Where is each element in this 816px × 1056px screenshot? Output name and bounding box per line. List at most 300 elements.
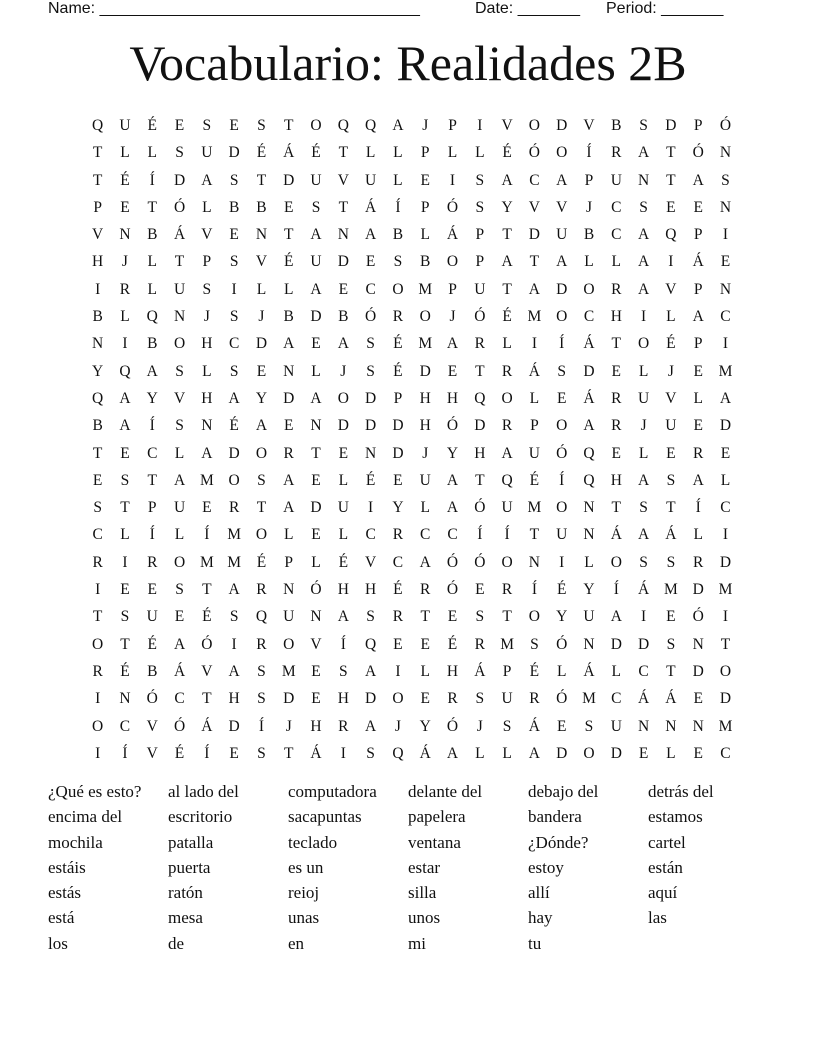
- grid-letter: I: [722, 526, 729, 544]
- grid-letter: C: [611, 198, 622, 216]
- grid-letter: A: [637, 471, 650, 489]
- grid-letter: E: [174, 117, 185, 134]
- grid-letter: P: [693, 335, 703, 353]
- grid-letter: R: [501, 362, 513, 380]
- grid-letter: R: [283, 444, 294, 462]
- grid-letter: V: [201, 226, 213, 244]
- grid-letter: A: [719, 389, 732, 407]
- grid-letter: U: [173, 499, 186, 517]
- grid-letter: L: [147, 280, 157, 298]
- worksheet-header: [48, 0, 748, 22]
- grid-letter: R: [92, 662, 103, 680]
- grid-letter: P: [584, 171, 594, 189]
- grid-letter: E: [311, 662, 321, 680]
- grid-letter: Á: [173, 226, 186, 244]
- grid-letter: U: [528, 444, 540, 462]
- grid-letter: Í: [559, 335, 565, 353]
- grid-letter: E: [147, 581, 157, 599]
- grid-letter: O: [637, 335, 650, 353]
- grid-letter: C: [365, 280, 376, 298]
- grid-letter: M: [582, 690, 596, 708]
- grid-letter: S: [393, 253, 403, 271]
- grid-letter: O: [255, 444, 268, 462]
- grid-letter: E: [693, 417, 703, 435]
- grid-letter: L: [638, 362, 649, 380]
- grid-letter: A: [446, 499, 459, 517]
- grid-letter: T: [92, 608, 103, 626]
- grid-letter: J: [640, 417, 647, 435]
- grid-letter: R: [119, 280, 131, 298]
- grid-letter: R: [447, 690, 458, 708]
- grid-letter: Á: [692, 253, 704, 271]
- grid-letter: I: [95, 744, 101, 762]
- grid-letter: U: [665, 417, 677, 435]
- grid-row: [84, 440, 744, 467]
- grid-letter: P: [93, 198, 102, 216]
- grid-letter: L: [256, 280, 267, 298]
- grid-letter: L: [638, 444, 649, 462]
- word-bank-item: sacapuntas: [288, 807, 362, 827]
- word-bank-item: mochila: [48, 832, 103, 852]
- grid-letter: É: [529, 662, 540, 680]
- grid-letter: A: [528, 280, 540, 298]
- grid-letter: I: [95, 690, 101, 708]
- grid-letter: É: [120, 171, 130, 189]
- grid-letter: R: [228, 499, 240, 517]
- grid-letter: T: [174, 253, 185, 271]
- grid-letter: S: [557, 362, 566, 380]
- grid-letter: I: [368, 499, 374, 517]
- word-bank-item: de: [168, 933, 185, 953]
- grid-letter: S: [257, 662, 266, 680]
- grid-letter: M: [500, 635, 514, 653]
- word-bank-item: silla: [408, 883, 437, 903]
- grid-letter: A: [501, 171, 513, 189]
- grid-letter: O: [583, 744, 595, 762]
- grid-letter: A: [119, 417, 131, 435]
- grid-letter: Ó: [692, 608, 704, 626]
- grid-letter: O: [501, 389, 513, 407]
- grid-letter: Ó: [528, 144, 540, 162]
- grid-letter: P: [147, 499, 157, 517]
- grid-letter: T: [611, 499, 622, 517]
- word-bank-item: es un: [288, 857, 324, 877]
- grid-letter: C: [228, 335, 240, 353]
- grid-letter: V: [92, 226, 104, 244]
- grid-letter: M: [718, 717, 733, 735]
- grid-letter: R: [611, 144, 622, 162]
- grid-letter: É: [393, 362, 403, 380]
- grid-letter: T: [666, 499, 676, 517]
- grid-letter: L: [174, 526, 185, 544]
- grid-letter: A: [556, 253, 568, 271]
- grid-letter: Ó: [474, 499, 486, 517]
- grid-letter: D: [337, 417, 349, 435]
- grid-letter: Y: [146, 389, 158, 407]
- grid-letter: Q: [255, 608, 268, 626]
- grid-letter: S: [721, 171, 730, 189]
- grid-letter: S: [229, 362, 239, 380]
- grid-letter: Y: [92, 362, 104, 380]
- grid-letter: L: [584, 553, 594, 571]
- grid-letter: S: [120, 471, 130, 489]
- grid-letter: C: [611, 226, 622, 244]
- grid-letter: E: [338, 444, 349, 462]
- grid-letter: U: [310, 253, 322, 271]
- grid-letter: V: [501, 117, 513, 134]
- word-bank-item: detrás del: [648, 782, 714, 801]
- word-bank-item: está: [48, 908, 75, 928]
- grid-letter: L: [420, 499, 430, 517]
- grid-letter: J: [476, 717, 483, 735]
- grid-row: [84, 385, 744, 412]
- grid-letter: E: [365, 253, 376, 271]
- grid-letter: T: [120, 635, 130, 653]
- grid-letter: N: [365, 444, 377, 462]
- grid-letter: C: [392, 553, 404, 571]
- grid-letter: I: [122, 335, 128, 353]
- grid-letter: É: [283, 253, 294, 271]
- grid-letter: U: [556, 526, 568, 544]
- grid-letter: M: [227, 553, 242, 571]
- grid-letter: A: [692, 471, 704, 489]
- grid-letter: R: [611, 389, 622, 407]
- grid-letter: I: [340, 744, 346, 762]
- grid-letter: H: [201, 335, 213, 353]
- grid-letter: T: [529, 253, 540, 271]
- grid-letter: O: [556, 417, 568, 435]
- grid-letter: T: [502, 280, 512, 298]
- grid-letter: S: [257, 471, 266, 489]
- name-field-label: Name: ____________________________________: [48, 0, 420, 17]
- grid-letter: C: [611, 690, 622, 708]
- grid-letter: O: [392, 690, 404, 708]
- grid-letter: Ó: [556, 635, 568, 653]
- grid-letter: D: [719, 553, 732, 571]
- grid-letter: L: [447, 144, 458, 162]
- grid-letter: N: [528, 553, 540, 571]
- grid-letter: I: [231, 280, 237, 298]
- grid-letter: L: [502, 744, 512, 762]
- grid-letter: A: [446, 744, 459, 762]
- grid-row: [84, 139, 744, 166]
- grid-letter: Ó: [692, 144, 704, 162]
- grid-letter: O: [556, 144, 568, 162]
- grid-letter: I: [395, 662, 401, 680]
- grid-letter: L: [693, 389, 703, 407]
- grid-letter: N: [583, 526, 595, 544]
- grid-letter: R: [693, 444, 704, 462]
- grid-letter: L: [475, 144, 485, 162]
- grid-letter: S: [175, 362, 184, 380]
- grid-letter: D: [365, 389, 377, 407]
- grid-letter: I: [122, 553, 128, 571]
- grid-letter: H: [419, 417, 431, 435]
- grid-letter: D: [255, 335, 268, 353]
- grid-letter: L: [502, 335, 512, 353]
- grid-letter: É: [502, 308, 512, 326]
- grid-letter: L: [420, 662, 430, 680]
- grid-letter: Í: [258, 717, 265, 735]
- grid-letter: Q: [365, 635, 377, 653]
- grid-letter: A: [146, 362, 158, 380]
- grid-letter: R: [501, 417, 513, 435]
- grid-letter: Q: [119, 362, 131, 380]
- grid-letter: É: [338, 553, 349, 571]
- grid-letter: S: [93, 499, 102, 517]
- grid-letter: Q: [92, 389, 104, 407]
- grid-letter: B: [338, 308, 349, 326]
- grid-letter: Y: [446, 444, 459, 462]
- grid-letter: Ó: [556, 444, 568, 462]
- grid-letter: E: [229, 744, 239, 762]
- grid-letter: U: [173, 280, 186, 298]
- grid-letter: U: [337, 499, 349, 517]
- grid-letter: L: [120, 308, 130, 326]
- grid-letter: Í: [531, 581, 537, 599]
- grid-letter: É: [256, 553, 267, 571]
- grid-letter: Í: [613, 581, 619, 599]
- grid-letter: O: [610, 553, 622, 571]
- grid-letter: A: [201, 171, 213, 189]
- word-bank-item: estoy: [528, 857, 564, 877]
- grid-letter: C: [583, 308, 595, 326]
- grid-letter: A: [637, 226, 650, 244]
- grid-letter: T: [666, 662, 676, 680]
- grid-letter: D: [692, 662, 704, 680]
- grid-letter: O: [528, 117, 540, 134]
- page-title: Vocabulario: Realidades 2B: [129, 35, 687, 91]
- grid-letter: J: [121, 253, 128, 271]
- grid-letter: S: [666, 553, 676, 571]
- grid-letter: N: [283, 581, 295, 599]
- grid-letter: Á: [665, 690, 677, 708]
- grid-letter: S: [311, 198, 321, 216]
- grid-letter: Q: [365, 117, 377, 134]
- grid-letter: O: [719, 662, 732, 680]
- word-bank-item: delante del: [408, 782, 483, 801]
- grid-letter: I: [449, 171, 456, 189]
- grid-letter: L: [393, 171, 403, 189]
- grid-letter: E: [283, 417, 294, 435]
- grid-letter: Á: [310, 744, 322, 762]
- grid-row: [84, 167, 744, 194]
- grid-letter: L: [338, 526, 349, 544]
- grid-letter: E: [393, 471, 403, 489]
- grid-letter: C: [720, 744, 731, 762]
- grid-row: [84, 740, 744, 767]
- grid-letter: L: [338, 471, 349, 489]
- grid-letter: J: [394, 717, 401, 735]
- grid-letter: J: [422, 444, 429, 462]
- grid-letter: M: [663, 581, 678, 599]
- grid-letter: N: [719, 280, 732, 298]
- grid-letter: P: [475, 226, 485, 244]
- grid-letter: T: [720, 635, 731, 653]
- grid-letter: A: [692, 308, 704, 326]
- word-bank-item: reioj: [288, 883, 320, 903]
- grid-letter: L: [147, 144, 157, 162]
- grid-letter: E: [693, 690, 703, 708]
- grid-letter: É: [447, 635, 458, 653]
- grid-letter: J: [285, 717, 292, 735]
- grid-letter: D: [692, 581, 704, 599]
- grid-letter: P: [530, 417, 539, 435]
- grid-row: [84, 685, 744, 712]
- grid-letter: E: [229, 226, 239, 244]
- grid-letter: Á: [583, 662, 595, 680]
- grid-letter: T: [147, 471, 157, 489]
- grid-letter: A: [637, 280, 650, 298]
- grid-letter: Á: [446, 226, 459, 244]
- grid-row: [84, 549, 744, 576]
- grid-letter: H: [419, 389, 431, 407]
- grid-letter: D: [719, 690, 732, 708]
- grid-letter: A: [283, 471, 295, 489]
- grid-letter: P: [475, 253, 485, 271]
- grid-letter: S: [666, 635, 676, 653]
- grid-row: [84, 494, 744, 521]
- grid-letter: E: [420, 171, 430, 189]
- grid-letter: V: [528, 198, 540, 216]
- word-bank-item: teclado: [288, 832, 338, 852]
- grid-letter: B: [92, 417, 103, 435]
- grid-letter: C: [92, 526, 103, 544]
- grid-letter: Q: [146, 308, 158, 326]
- grid-letter: A: [119, 389, 131, 407]
- grid-letter: O: [556, 308, 568, 326]
- grid-letter: E: [420, 690, 430, 708]
- grid-letter: C: [420, 526, 431, 544]
- grid-letter: E: [611, 362, 622, 380]
- grid-letter: L: [283, 280, 294, 298]
- grid-letter: U: [501, 499, 513, 517]
- grid-letter: M: [718, 362, 733, 380]
- grid-letter: R: [392, 526, 404, 544]
- grid-letter: S: [366, 335, 375, 353]
- word-bank-item: hay: [528, 908, 553, 928]
- grid-letter: T: [666, 171, 676, 189]
- grid-letter: Ó: [719, 117, 732, 134]
- grid-letter: É: [529, 471, 540, 489]
- grid-letter: R: [420, 581, 431, 599]
- grid-letter: Í: [122, 744, 128, 762]
- grid-letter: E: [720, 444, 731, 462]
- word-bank-item: mi: [408, 933, 426, 953]
- grid-letter: P: [284, 553, 294, 571]
- grid-letter: U: [610, 171, 622, 189]
- grid-letter: A: [228, 581, 240, 599]
- grid-letter: T: [475, 362, 485, 380]
- grid-letter: R: [392, 308, 404, 326]
- grid-letter: Q: [474, 389, 486, 407]
- grid-letter: E: [556, 717, 567, 735]
- grid-letter: D: [228, 717, 240, 735]
- grid-letter: J: [449, 308, 456, 326]
- grid-letter: A: [501, 444, 513, 462]
- grid-letter: Q: [337, 117, 349, 134]
- grid-letter: I: [559, 553, 565, 571]
- grid-letter: B: [392, 226, 404, 244]
- grid-letter: D: [337, 253, 349, 271]
- grid-letter: D: [310, 308, 322, 326]
- grid-letter: S: [175, 144, 184, 162]
- grid-letter: N: [692, 635, 704, 653]
- grid-letter: V: [201, 662, 213, 680]
- grid-letter: R: [529, 690, 540, 708]
- grid-letter: S: [257, 744, 266, 762]
- word-bank-item: cartel: [648, 832, 686, 852]
- grid-letter: S: [475, 198, 485, 216]
- grid-letter: D: [610, 744, 622, 762]
- grid-letter: Y: [583, 581, 595, 599]
- grid-letter: Ó: [365, 308, 377, 326]
- grid-letter: P: [448, 117, 457, 134]
- grid-letter: É: [666, 335, 676, 353]
- grid-letter: I: [641, 608, 647, 626]
- grid-letter: Q: [92, 117, 104, 134]
- grid-letter: I: [477, 117, 483, 134]
- grid-letter: O: [583, 280, 595, 298]
- grid-letter: L: [393, 144, 403, 162]
- grid-letter: R: [611, 280, 622, 298]
- grid-letter: A: [392, 117, 404, 134]
- grid-letter: L: [202, 362, 212, 380]
- grid-letter: U: [501, 690, 513, 708]
- word-bank-item: estáis: [48, 857, 86, 877]
- grid-letter: L: [475, 744, 485, 762]
- grid-letter: I: [722, 335, 729, 353]
- grid-letter: N: [310, 417, 322, 435]
- grid-letter: B: [147, 335, 158, 353]
- grid-letter: D: [228, 444, 240, 462]
- grid-letter: L: [174, 444, 185, 462]
- word-bank-item: ventana: [408, 832, 461, 852]
- grid-letter: A: [556, 171, 568, 189]
- grid-letter: A: [228, 662, 240, 680]
- grid-letter: C: [638, 662, 649, 680]
- grid-letter: S: [175, 417, 184, 435]
- grid-letter: Y: [392, 499, 404, 517]
- grid-letter: É: [256, 144, 267, 162]
- grid-letter: L: [147, 253, 157, 271]
- grid-letter: L: [693, 526, 703, 544]
- grid-letter: J: [667, 362, 674, 380]
- grid-letter: L: [611, 253, 622, 271]
- grid-letter: V: [583, 117, 595, 134]
- grid-letter: Ó: [173, 717, 186, 735]
- grid-letter: P: [420, 144, 430, 162]
- grid-letter: S: [475, 171, 485, 189]
- grid-letter: N: [637, 171, 650, 189]
- grid-letter: O: [92, 717, 104, 735]
- grid-letter: L: [311, 362, 321, 380]
- grid-letter: P: [693, 226, 703, 244]
- grid-letter: Q: [501, 471, 513, 489]
- grid-letter: A: [419, 553, 431, 571]
- grid-letter: Ó: [146, 690, 158, 708]
- grid-letter: R: [338, 717, 349, 735]
- grid-letter: R: [92, 553, 103, 571]
- grid-letter: Á: [583, 389, 595, 407]
- grid-letter: Á: [419, 744, 431, 762]
- grid-letter: U: [201, 144, 213, 162]
- grid-letter: I: [95, 280, 101, 298]
- grid-row: [84, 521, 744, 548]
- grid-letter: T: [256, 499, 267, 517]
- word-bank-item: estamos: [648, 807, 703, 827]
- grid-letter: A: [337, 608, 349, 626]
